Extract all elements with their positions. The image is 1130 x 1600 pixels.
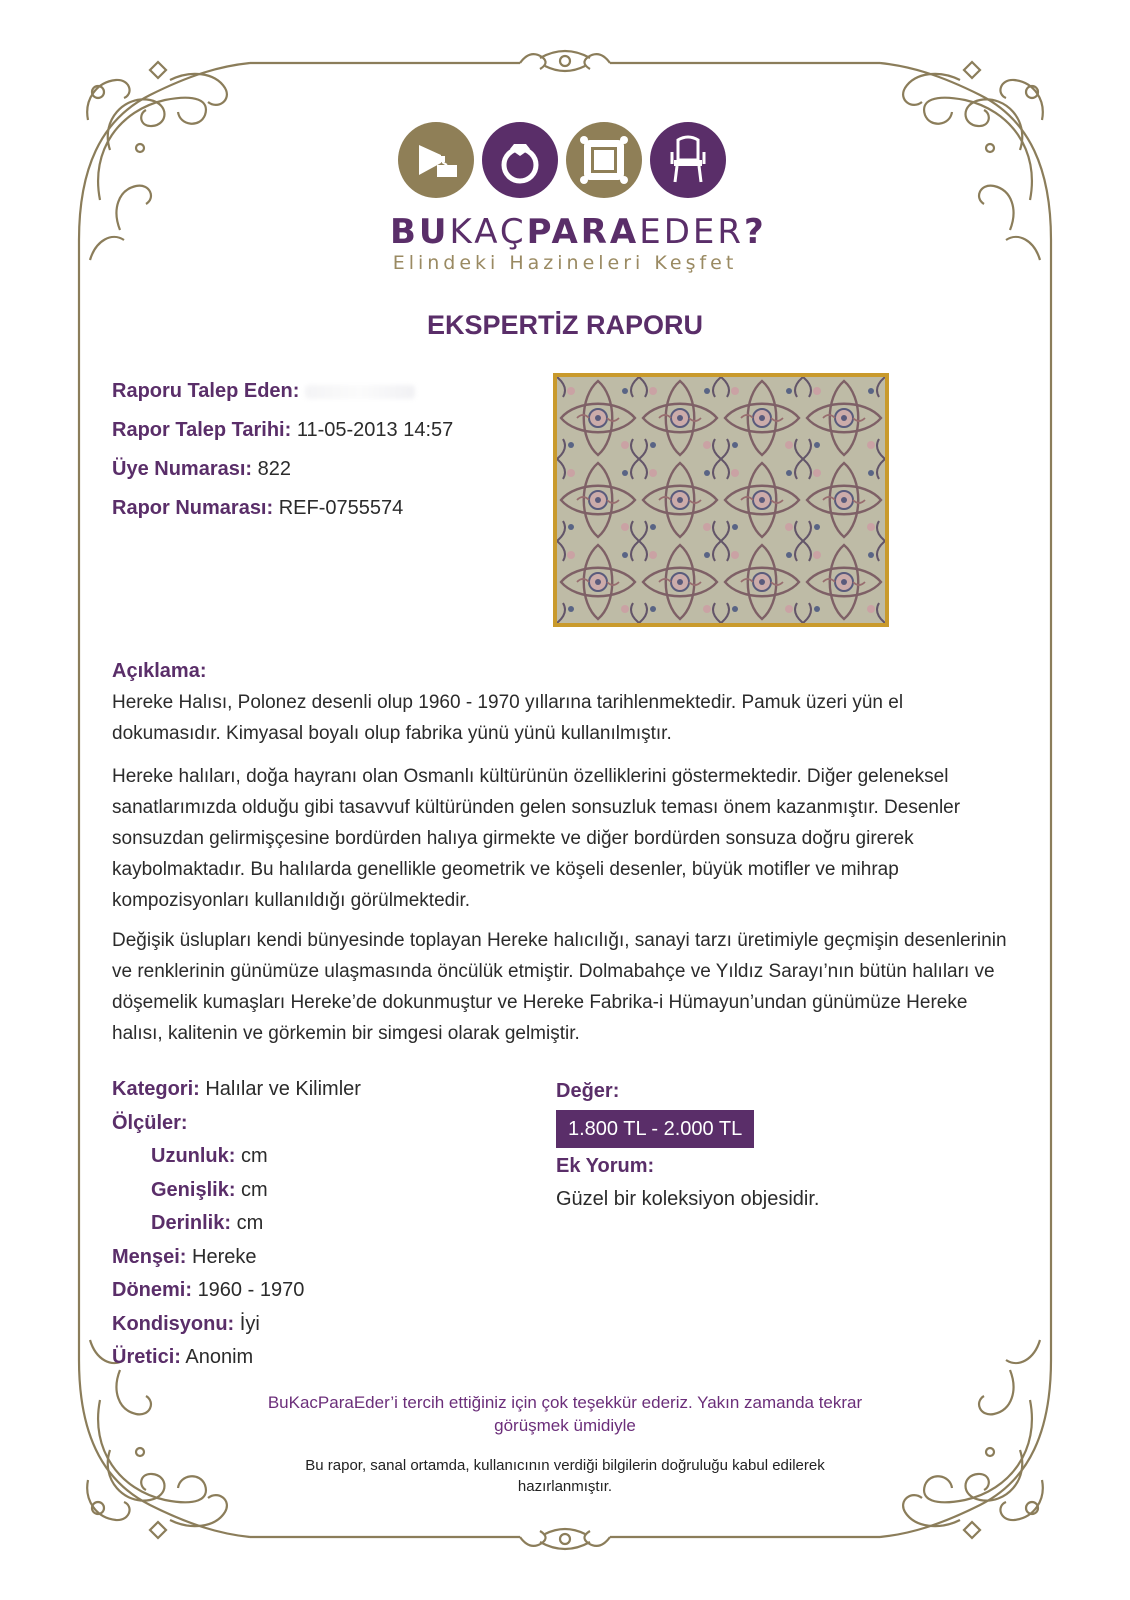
date-row xyxy=(112,411,453,450)
requester-value-redacted xyxy=(305,385,415,399)
maker-row xyxy=(112,1341,361,1375)
description-paragraph-2 xyxy=(112,761,1012,916)
report-title: EKSPERTİZ RAPORU xyxy=(426,310,704,340)
rug-photo xyxy=(553,373,889,627)
depth-label: Derinlik: xyxy=(151,1212,232,1234)
item-details xyxy=(112,1073,361,1375)
width-label: Genişlik: xyxy=(151,1178,236,1201)
category-value: Halılar ve Kilimler xyxy=(205,1078,361,1100)
description-text-1: Hereke Halısı, Polonez desenli olup 1960 - 1970 yıllarına tarihlenmektedir. Pamuk üzeri yün el dokumasıdır. Kimyasal boyalı olup fabrika yünü yünü kullanılmıştır. xyxy=(112,692,904,744)
brand-name xyxy=(390,212,767,252)
gramophone-icon xyxy=(398,122,474,198)
member-value: 822 xyxy=(257,458,291,480)
length-label: Uzunluk: xyxy=(151,1145,236,1167)
value-badge: 1.800 TL - 2.000 TL xyxy=(556,1110,754,1148)
description-paragraph-1 xyxy=(112,687,1012,749)
period-value: 1960 - 1970 xyxy=(197,1279,305,1301)
description-label: Açıklama: xyxy=(112,660,207,682)
comment-text: Güzel bir koleksiyon objesidir. xyxy=(556,1188,820,1210)
condition-value: İyi xyxy=(239,1312,260,1335)
origin-row xyxy=(112,1241,361,1275)
depth-value: cm xyxy=(236,1212,264,1234)
brand-name-bu: BU xyxy=(390,212,450,252)
brand-name-question: ? xyxy=(744,212,767,252)
period-row xyxy=(112,1274,361,1308)
comment-label: Ek Yorum: xyxy=(556,1155,655,1177)
report-number-label: Rapor Numarası: xyxy=(112,497,274,519)
condition-row xyxy=(112,1308,361,1342)
description-paragraph-3 xyxy=(112,925,1012,1049)
brand-tagline: Elindeki Hazineleri Keşfet xyxy=(392,252,738,274)
thanks-note: BuKacParaEder’i tercih ettiğiniz için çok teşekkür ederiz. Yakın zamanda tekrar görüşmek ümidiyle xyxy=(267,1393,863,1435)
date-label: Rapor Talep Tarihi: xyxy=(112,419,292,441)
period-label: Dönemi: xyxy=(112,1279,192,1301)
origin-label: Menşei: xyxy=(112,1245,187,1268)
frame-icon xyxy=(566,122,642,198)
brand-name-kac: KAÇ xyxy=(449,212,527,252)
disclaimer-note: Bu rapor, sanal ortamda, kullanıcının verdiği bilgilerin doğruluğu kabul edilerek hazırlanmıştır. xyxy=(305,1457,825,1495)
ring-icon xyxy=(482,122,558,198)
description-text-3: Değişik üslupları kendi bünyesinde toplayan Hereke halıcılığı, sanayi tarzı üretimiyle geçmişin desenlerinin ve renklerinin günümüze ulaşmasında öncülük etmiştir. Dolmabahçe ve Yıldız Sarayı’nın bütün halıları ve döşemelik kumaşları Hereke’de dokunmuştur ve Hereke Fabrika-i Hümayun’undan günümüze Hereke halısı, kalitenin ve görkemin bir simgesi olarak gelmiştir. xyxy=(112,930,1007,1044)
category-row xyxy=(112,1073,361,1107)
width-row xyxy=(112,1174,361,1208)
depth-row xyxy=(112,1207,361,1241)
date-value: 11-05-2013 14:57 xyxy=(296,419,454,441)
report-number-value: REF-0755574 xyxy=(278,497,404,519)
length-row xyxy=(112,1140,361,1174)
chair-icon xyxy=(650,122,726,198)
valuation xyxy=(556,1075,819,1216)
brand-logo xyxy=(398,122,738,206)
maker-label: Üretici: xyxy=(112,1346,181,1368)
member-label: Üye Numarası: xyxy=(112,458,253,480)
condition-label: Kondisyonu: xyxy=(112,1312,235,1335)
member-row xyxy=(112,450,453,489)
maker-value: Anonim xyxy=(185,1346,254,1368)
report-meta xyxy=(112,372,453,528)
origin-value: Hereke xyxy=(192,1245,257,1268)
requester-label: Raporu Talep Eden: xyxy=(112,380,300,402)
brand-name-para: PARA xyxy=(526,212,640,252)
description-text-2: Hereke halıları, doğa hayranı olan Osmanlı kültürünün özelliklerini göstermektedir. Diğer geleneksel sanatlarımızda olduğu gibi tasavvuf kültüründen gelen sonsuzluk teması önem kazanmıştır. Desenler sonsuzdan gelirmişçesine bordürden halıya girmekte ve diğer bordürden sonsuza doğru girerek kaybolmaktadır. Bu halılarda genellikle geometrik ve köşeli desenler, büyük motifler ve mihrap kompozisyonları kullanıldığı görülmektedir. xyxy=(112,766,961,911)
report-number-row xyxy=(112,489,453,528)
value-label: Değer: xyxy=(556,1080,620,1102)
measures-row xyxy=(112,1107,361,1141)
brand-name-eder: EDER xyxy=(639,212,745,252)
requester-row xyxy=(112,372,453,411)
measures-label: Ölçüler: xyxy=(112,1111,188,1134)
category-label: Kategori: xyxy=(112,1078,200,1100)
length-value: cm xyxy=(241,1145,268,1167)
width-value: cm xyxy=(241,1178,268,1201)
